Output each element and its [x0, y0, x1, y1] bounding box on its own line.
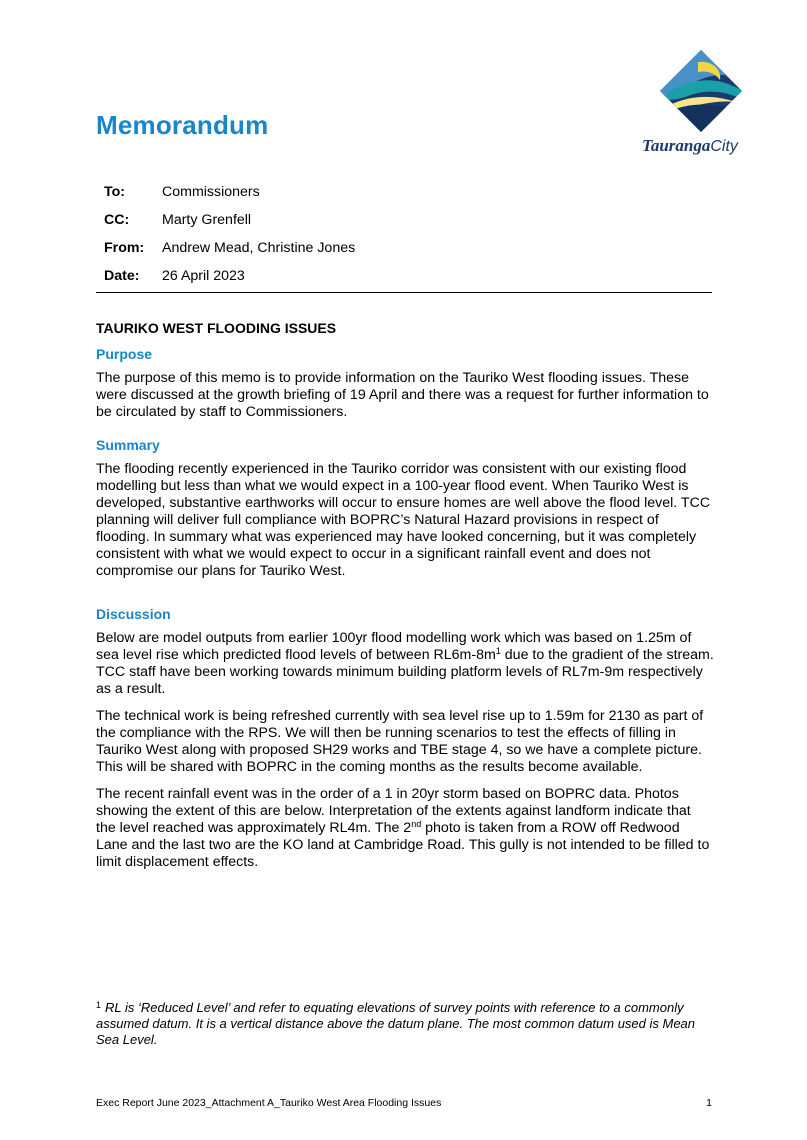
from-row: [104, 234, 355, 262]
discussion-p1-a: Below are model outputs from earlier 100yr flood modelling work which was based on 1.25m of sea level rise which predicted flood levels of between RL6m-8m: [96, 630, 692, 663]
logo-word-city: City: [710, 138, 738, 155]
discussion-p3-b: photo is taken from a ROW off Redwood Lane and the last two are the KO land at Cambridge Road. This gully is not intended to be filled to limit displacement effects.: [96, 820, 710, 870]
from-value: Andrew Mead, Christine Jones: [162, 240, 356, 256]
footnote-ref: 1: [495, 646, 501, 656]
discussion-heading: Discussion: [96, 606, 171, 622]
to-value: Commissioners: [162, 184, 260, 200]
to-label: To:: [104, 184, 126, 200]
discussion-paragraph-2: The technical work is being refreshed currently with sea level rise up to 1.59m for 2130 as part of the compliance with the RPS. We will then be running scenarios to test the effects of filling in Tauriko West along with proposed SH29 works and TBE stage 4, so we have a complete picture. This will be shared with BOPRC in the coming months as the results become available.: [96, 708, 704, 775]
summary-heading: Summary: [96, 437, 160, 453]
to-row: [104, 178, 355, 206]
cc-label: CC:: [104, 212, 130, 228]
purpose-text: The purpose of this memo is to provide information on the Tauriko West flooding issues. These were discussed at the growth briefing of 19 April and there was a request for further information to be circulated by staff to Commissioners.: [96, 370, 709, 420]
memo-body: [96, 320, 714, 871]
footnote: [96, 997, 716, 1048]
footer-document-name: Exec Report June 2023_Attachment A_Tauriko West Area Flooding Issues: [96, 1097, 442, 1109]
memo-header: [104, 178, 355, 290]
footnote-mark: 1: [96, 1000, 102, 1010]
date-row: [104, 262, 355, 290]
page-title: Memorandum: [96, 110, 269, 140]
summary-text: The flooding recently experienced in the Tauriko corridor was consistent with our existing flood modelling but less than what we would expect in a 100-year flood event. When Tauriko West is developed, substantive earthworks will occur to ensure homes are well above the flood level. TCC planning will deliver full compliance with BOPRC’s Natural Hazard provisions in respect of flooding. In summary what was experienced may have looked concerning, but it was completely consistent with what we would expect to occur in a significant rainfall event and does not compromise our plans for Tauriko West.: [96, 461, 711, 579]
tauranga-city-logo: [640, 48, 762, 158]
from-label: From:: [104, 240, 145, 256]
ordinal-suffix: nd: [411, 819, 422, 829]
discussion-paragraph-1: [96, 630, 714, 698]
discussion-paragraph-3: [96, 786, 714, 871]
footer-page-number: 1: [706, 1097, 712, 1109]
main-heading: TAURIKO WEST FLOODING ISSUES: [96, 320, 337, 336]
date-label: Date:: [104, 268, 140, 284]
purpose-heading: Purpose: [96, 346, 153, 362]
header-divider: [96, 292, 712, 293]
logo-diamond-icon: [658, 48, 744, 134]
discussion-p3-a: The recent rainfall event was in the order of a 1 in 20yr storm based on BOPRC data. Photos showing the extent of this are below. Interpretation of the extents against landform indicate that the level reached was approximately RL4m. The 2: [96, 786, 691, 836]
cc-value: Marty Grenfell: [162, 212, 252, 228]
discussion-p1-b: due to the gradient of the stream. TCC staff have been working towards minimum building platform levels of RL7m-9m respectively as a result.: [96, 647, 714, 697]
footnote-text: RL is ‘Reduced Level’ and refer to equating elevations of survey points with reference to a commonly assumed datum. It is a vertical distance above the datum plane. The most common datum used is Mean Sea Level.: [96, 1000, 696, 1047]
logo-word-tauranga: Tauranga: [642, 136, 711, 155]
cc-row: [104, 206, 355, 234]
date-value: 26 April 2023: [162, 268, 245, 284]
logo-wordmark: [642, 136, 738, 156]
